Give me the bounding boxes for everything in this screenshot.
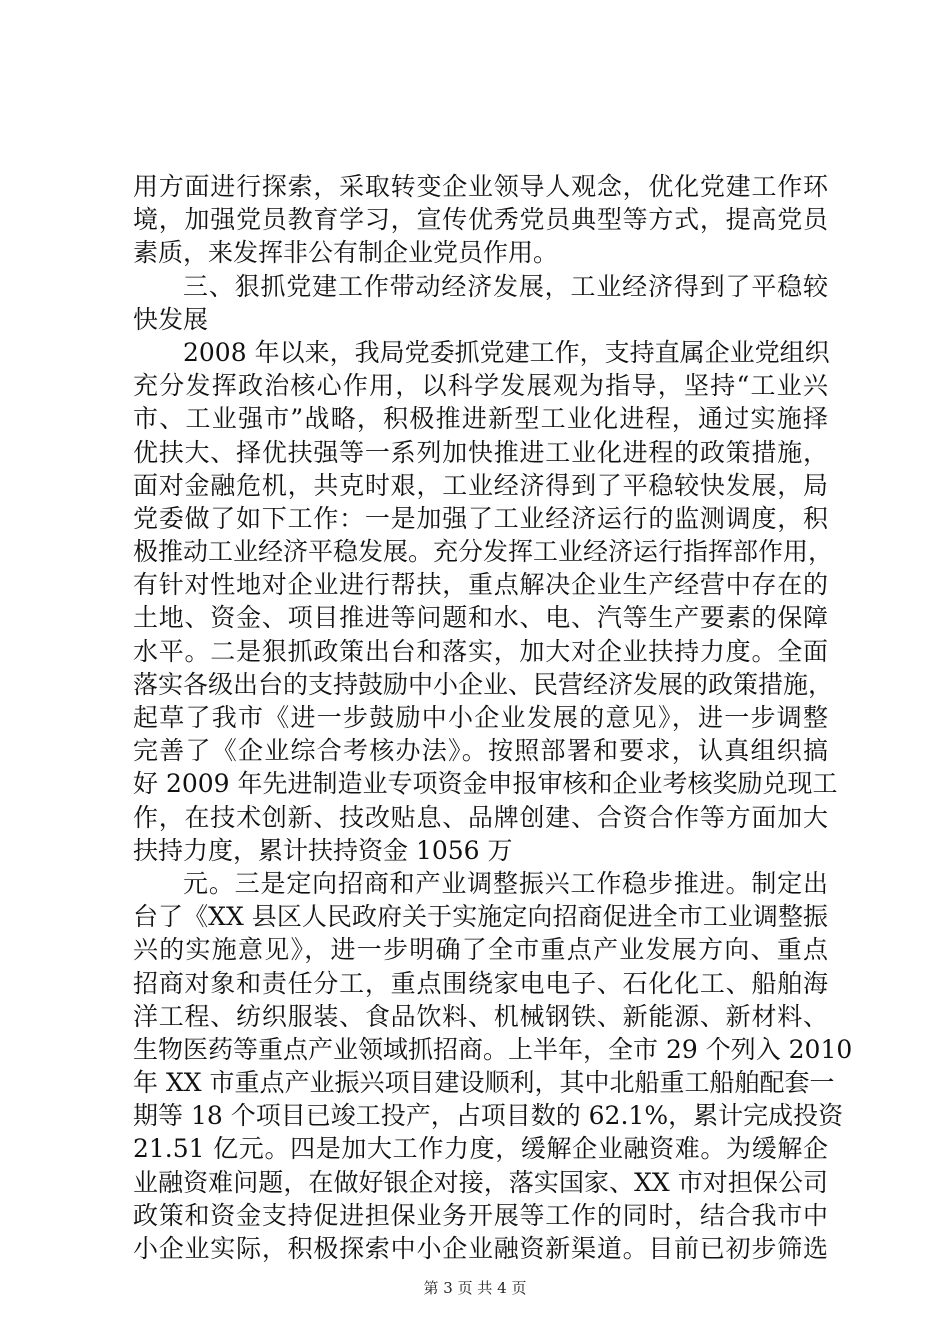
text-line: 完善了《企业综合考核办法》。按照部署和要求，认真组织搞 — [133, 736, 828, 765]
text-line: 水平。二是狠抓政策出台和落实，加大对企业扶持力度。全面 — [133, 637, 828, 666]
section-heading: 三、狠抓党建工作带动经济发展，工业经济得到了平稳较 — [183, 272, 828, 301]
text-line: 洋工程、纺织服装、食品饮料、机械钢铁、新能源、新材料、 — [133, 1002, 828, 1031]
page-footer: 第 3 页 共 4 页 — [423, 1279, 527, 1297]
text-line: 政策和资金支持促进担保业务开展等工作的同时，结合我市中 — [133, 1201, 828, 1230]
text-line: 有针对性地对企业进行帮扶，重点解决企业生产经营中存在的 — [133, 570, 828, 599]
text-line: 2008 年以来，我局党委抓党建工作，支持直属企业党组织 — [183, 338, 830, 367]
text-line: 素质，来发挥非公有制企业党员作用。 — [133, 238, 559, 267]
text-line: 面对金融危机，共克时艰，工业经济得到了平稳较快发展，局 — [133, 471, 828, 500]
text-line: 好 2009 年先进制造业专项资金申报审核和企业考核奖励兑现工 — [133, 769, 838, 798]
text-line: 招商对象和责任分工，重点围绕家电电子、石化化工、船舶海 — [133, 969, 828, 998]
text-line: 充分发挥政治核心作用，以科学发展观为指导，坚持“工业兴 — [133, 371, 828, 400]
text-line: 落实各级出台的支持鼓励中小企业、民营经济发展的政策措施， — [133, 670, 834, 699]
text-line: 起草了我市《进一步鼓励中小企业发展的意见》，进一步调整 — [133, 703, 828, 732]
text-line: 境，加强党员教育学习，宣传优秀党员典型等方式，提高党员 — [133, 205, 828, 234]
text-line: 作，在技术创新、技改贴息、品牌创建、合资合作等方面加大 — [133, 803, 828, 832]
text-line: 兴的实施意见》，进一步明确了全市重点产业发展方向、重点 — [133, 935, 828, 964]
text-line: 期等 18 个项目已竣工投产，占项目数的 62.1%，累计完成投资 — [133, 1101, 844, 1130]
text-line: 扶持力度，累计扶持资金 1056 万 — [133, 836, 513, 865]
text-line: 年 XX 市重点产业振兴项目建设顺利，其中北船重工船舶配套一 — [133, 1068, 835, 1097]
text-line: 极推动工业经济平稳发展。充分发挥工业经济运行指挥部作用， — [133, 537, 834, 566]
text-line: 元。三是定向招商和产业调整振兴工作稳步推进。制定出 — [183, 869, 828, 898]
text-line: 小企业实际，积极探索中小企业融资新渠道。目前已初步筛选 — [133, 1234, 828, 1263]
text-line: 生物医药等重点产业领域抓招商。上半年，全市 29 个列入 2010 — [133, 1035, 853, 1064]
text-line: 21.51 亿元。四是加大工作力度，缓解企业融资难。为缓解企 — [133, 1134, 828, 1163]
text-line: 台了《XX 县区人民政府关于实施定向招商促进全市工业调整振 — [133, 902, 828, 931]
text-line: 市、工业强市”战略，积极推进新型工业化进程，通过实施择 — [133, 404, 828, 433]
text-line: 用方面进行探索，采取转变企业领导人观念，优化党建工作环 — [133, 172, 828, 201]
text-line: 优扶大、择优扶强等一系列加快推进工业化进程的政策措施， — [133, 438, 828, 467]
section-heading-continued: 快发展 — [133, 305, 209, 334]
text-line: 党委做了如下工作：一是加强了工业经济运行的监测调度，积 — [133, 504, 828, 533]
text-line: 土地、资金、项目推进等问题和水、电、汽等生产要素的保障 — [133, 603, 828, 632]
text-line: 业融资难问题，在做好银企对接，落实国家、XX 市对担保公司 — [133, 1168, 828, 1197]
